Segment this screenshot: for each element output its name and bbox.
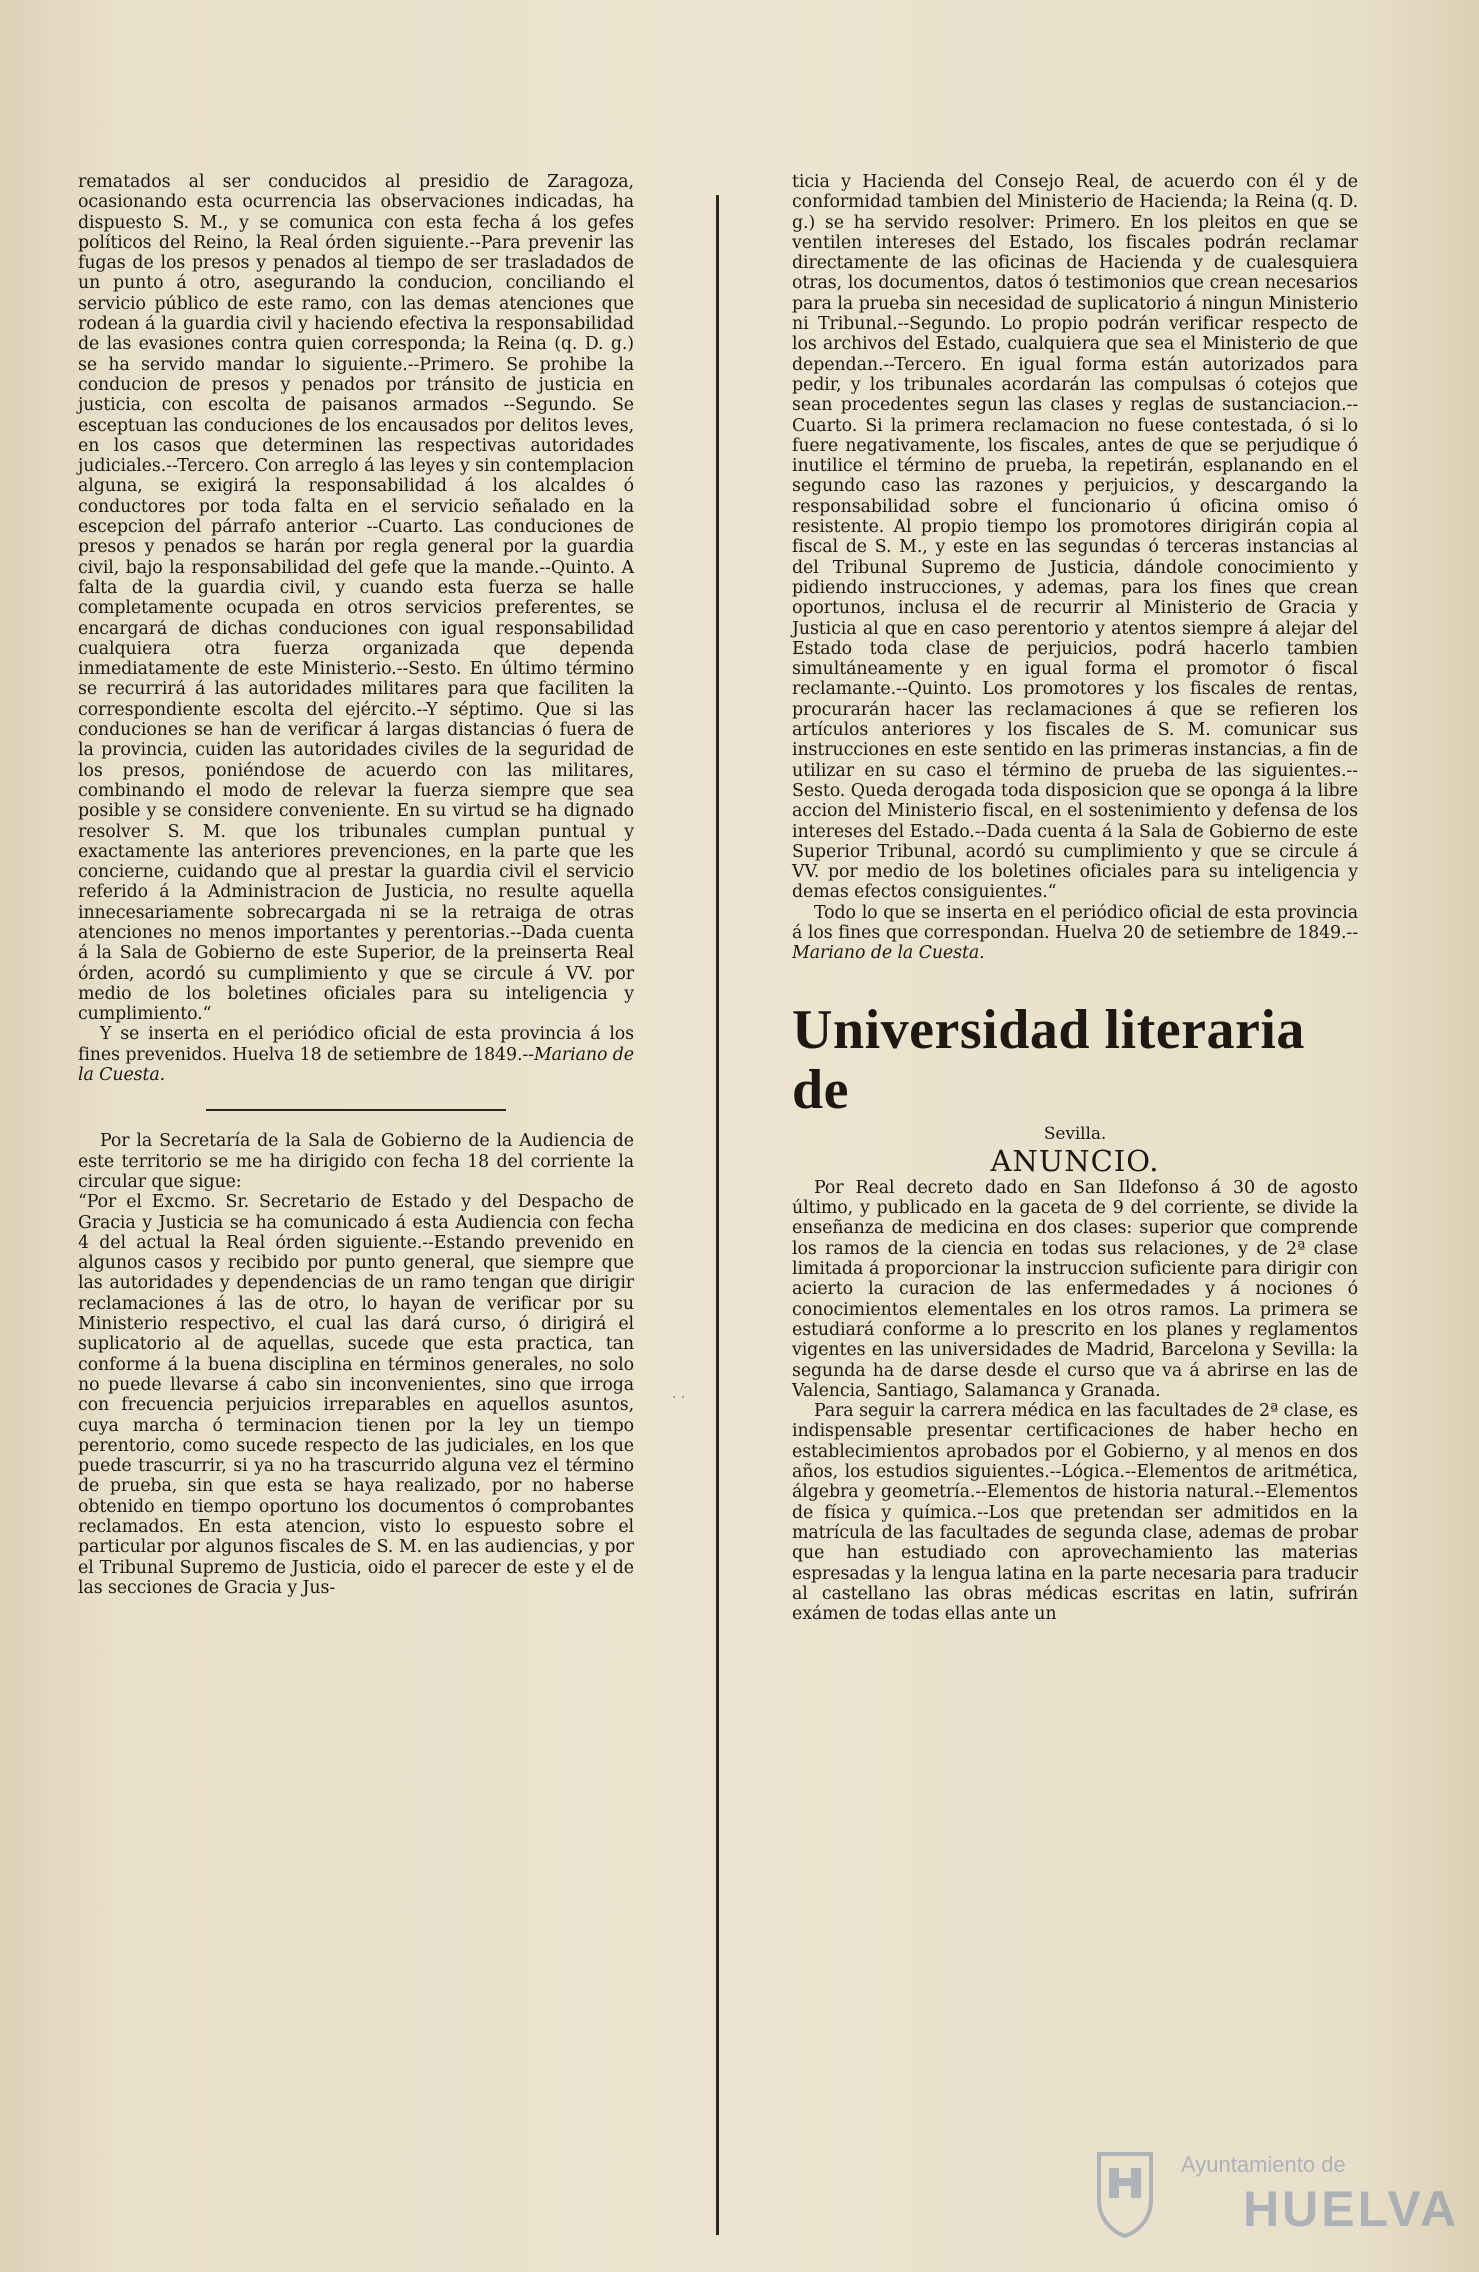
universidad-heading: Universidad literaria de xyxy=(792,998,1305,1121)
section-rule xyxy=(206,1109,506,1111)
shield-icon xyxy=(1095,2148,1155,2238)
paragraph-real-decreto-medicina: Por Real decreto dado en San Ildefonso á 30 de agosto último, y publicado en la gaceta de 9 del corriente, se divide la enseñanza de medicina en dos clases: superior que comprende los ramos de la ciencia en todas sus relaciones, y de 2ª clase limitada á proporcionar la instruccion suficiente para dirigir con acierto la curacion de las enfermedades y á nociones ó conocimientos elementales en los otros ramos. La primera se estudiará conforme a lo prescrito en los planes y reglamentos vigentes en las universidades de Madrid, Barcelona y Sevilla: la segunda ha de darse desde el curso que va á abrirse en las de Valencia, Santiago, Salamanca y Granada. xyxy=(792,1177,1358,1401)
paragraph-insercion-huelva-20 xyxy=(792,903,1358,964)
paragraph-circular-continuacion: ticia y Hacienda del Consejo Real, de acuerdo con él y de conformidad tambien del Ministerio de Hacienda; la Reina (q. D. g.) se ha servido resolver: Primero. En los pleitos en que se ventilen intereses del Estado, los fiscales podrán reclamar directamente de las oficinas de Hacienda y de cualesquiera otras, los documentos, datos ó testimonios que crean necesarios para la prueba sin necesidad de suplicatorio á ningun Ministerio ni Tribunal.--Segundo. Lo propio podrán verificar respecto de los archivos del Estado, cualquiera que sea el Ministerio de que dependan.--Tercero. En igual forma están autorizados para pedir, y los tribunales acordarán las compulsas ó cotejos que sean procedentes segun las clases y reglas de sustanciacion.--Cuarto. Si la primera reclamacion no fuese contestada, ó si lo fuere negativamente, los fiscales, antes de que se perjudique ó inutilice el término de prueba, la repetirán, esplanando en el segundo caso las razones y perjuicios, y descargando la responsabilidad sobre el funcionario ú oficina omiso ó resistente. Al propio tiempo los promotores dirigirán copia al fiscal de S. M., y este en las segundas ó terceras instancias al del Tribunal Supremo de Justicia, dándole conocimiento y pidiendo instrucciones, y ademas, para los fines que crean oportunos, inclusa el de recurrir al Ministerio de Gracia y Justicia al que en caso perentorio y atentos siempre á alejar del Estado toda clase de perjuicios, podrá hacerlo tambien simultáneamente y en igual forma el promotor ó fiscal reclamante.--Quinto. Los promotores y los fiscales de rentas, procurarán hacer las reclamaciones á que se refieren los artículos anteriores y los fiscales de S. M. comunicar sus instrucciones en este sentido en las primeras instancias, a fin de utilizar en su caso el término de prueba de las siguientes.--Sesto. Queda derogada toda disposicion que se oponga á la libre accion del Ministerio fiscal, en el sostenimiento y defensa de los intereses del Estado.--Dada cuenta á la Sala de Gobierno de este Superior Tribunal, acordó su cumplimiento y que se circule á VV. por medio de los boletines oficiales para su inteligencia y demas efectos consiguientes.“ xyxy=(792,172,1358,903)
paragraph-insercion-huelva-18 xyxy=(78,1024,634,1085)
signature: Mariano de la Cuesta. xyxy=(78,1044,634,1086)
anuncio-heading: ANUNCIO. xyxy=(990,1143,1160,1178)
watermark-text-big: HUELVA xyxy=(1243,2181,1460,2237)
right-column xyxy=(792,172,1358,1624)
insercion-text: Y se inserta en el periódico oficial de esta provincia á los fines prevenidos. Huelva 18 de setiembre de 1849.-- xyxy=(78,1024,634,1065)
signature: Mariano de la Cuesta. xyxy=(792,943,985,964)
insercion-text: Todo lo que se inserta en el periódico oficial de esta provincia á los fines que correspondan. Huelva 20 de setiembre de 1849.-- xyxy=(792,902,1358,943)
watermark-text-small: Ayuntamiento de xyxy=(1181,2152,1346,2177)
column-divider xyxy=(716,195,719,2235)
paragraph-real-orden-conducciones: rematados al ser conducidos al presidio de Zaragoza, ocasionando esta ocurrencia las observaciones indicadas, ha dispuesto S. M., y se comunica con esta fecha á los gefes políticos del Reino, la Real órden siguiente.--Para prevenir las fugas de los presos y penados al tiempo de ser trasladados de un punto á otro, asegurando la conducion, conciliando el servicio público de este ramo, con las demas atenciones que rodean á la guardia civil y haciendo efectiva la responsabilidad de las evasiones contra quien corresponda; la Reina (q. D. g.) se ha servido mandar lo siguiente.--Primero. Se prohibe la conducion de presos y penados por tránsito de justicia en justicia, con escolta de paisanos armados --Segundo. Se esceptuan las conduciones de los encausados por delitos leves, en los casos que determinen las respectivas autoridades judiciales.--Tercero. Con arreglo á las leyes y sin contemplacion alguna, se exigirá la responsabilidad á los alcaldes ó conductores por toda falta en el servicio señalado en la escepcion del párrafo anterior --Cuarto. Las conduciones de presos y penados se harán por regla general por la guardia civil, bajo la responsabilidad del gefe que la mande.--Quinto. A falta de la guardia civil, y cuando esta fuerza se halle completamente ocupada en otros servicios preferentes, se encargará de dichas conduciones con igual responsabilidad cualquiera otra fuerza organizada que dependa inmediatamente de este Ministerio.--Sesto. En último término se recurrirá á las autoridades militares para que faciliten la correspondiente escolta del ejército.--Y séptimo. Que si las conduciones se han de verificar á largas distancias ó fuera de la provincia, cuiden las autoridades civiles de la seguridad de los presos, poniéndose de acuerdo con las militares, combinando el modo de relevar la fuerza siempre que sea posible y se considere conveniente. En su virtud se ha dignado resolver S. M. que los tribunales cumplan puntual y exactamente las anteriores prevenciones, en la parte que les concierne, cuidando que al prestar la guardia civil el servicio referido á la Administracion de Justicia, no resulte aquella innecesariamente sobrecargada ni se la retraiga de otras atenciones no menos importantes y perentorias.--Dada cuenta á la Sala de Gobierno de este Superior, de la preinserta Real órden, acordó su cumplimiento y que se circule á VV. por medio de los boletines oficiales para su inteligencia y cumplimiento.“ xyxy=(78,172,634,1025)
stray-mark: · · xyxy=(672,1390,686,1406)
paragraph-secretaria-intro: Por la Secretaría de la Sala de Gobierno de la Audiencia de este territorio se me ha dirigido con fecha 18 del corriente la circular que sigue: xyxy=(78,1131,634,1192)
watermark-logo xyxy=(1095,2148,1460,2258)
paragraph-requisitos-segunda-clase: Para seguir la carrera médica en las facultades de 2ª clase, es indispensable presentar certificaciones de haber hecho en establecimientos aprobados por el Gobierno, y al menos en dos años, los estudios siguientes.--Lógica.--Elementos de aritmética, álgebra y geometría.--Elementos de historia natural.--Elementos de física y química.--Los que pretendan ser admitidos en la matrícula de las facultades de segunda clase, ademas de probar que han estudiado con aprovechamiento las materias espresadas y la lengua latina en la parte necesaria para traducir al castellano las obras médicas escritas en latin, sufrirán exámen de todas ellas ante un xyxy=(792,1401,1358,1625)
universidad-subheading: Sevilla. xyxy=(1043,1123,1107,1144)
paragraph-circular-gracia-justicia: “Por el Excmo. Sr. Secretario de Estado y del Despacho de Gracia y Justicia se ha comunicado á esta Audiencia con fecha 4 del actual la Real órden siguiente.--Estando prevenido en algunos casos y recibido por punto general, que siempre que las autoridades y dependencias de un ramo tengan que dirigir reclamaciones á las de otro, lo hayan de verificar por su Ministerio respectivo, el cual las dará curso, ó dirigirá el suplicatorio al de aquellas, sucede que esta practica, tan conforme á la buena disciplina en términos generales, no solo no puede llevarse á cabo sin inconvenientes, sino que irroga con frecuencia perjuicios irreparables en aquellos asuntos, cuya marcha ó terminacion tienen por la ley un tiempo perentorio, como sucede respecto de las judiciales, en los que puede trascurrir, si ya no ha trascurrido alguna vez el término de prueba, sin que esta se haya realizado, por no haberse obtenido en tiempo oportuno los documentos ó comprobantes reclamados. En esta atencion, visto lo espuesto sobre el particular por algunos fiscales de S. M. en las audiencias, y por el Tribunal Supremo de Justicia, oido el parecer de este y el de las secciones de Gracia y Jus- xyxy=(78,1192,634,1598)
left-column xyxy=(78,172,634,1598)
